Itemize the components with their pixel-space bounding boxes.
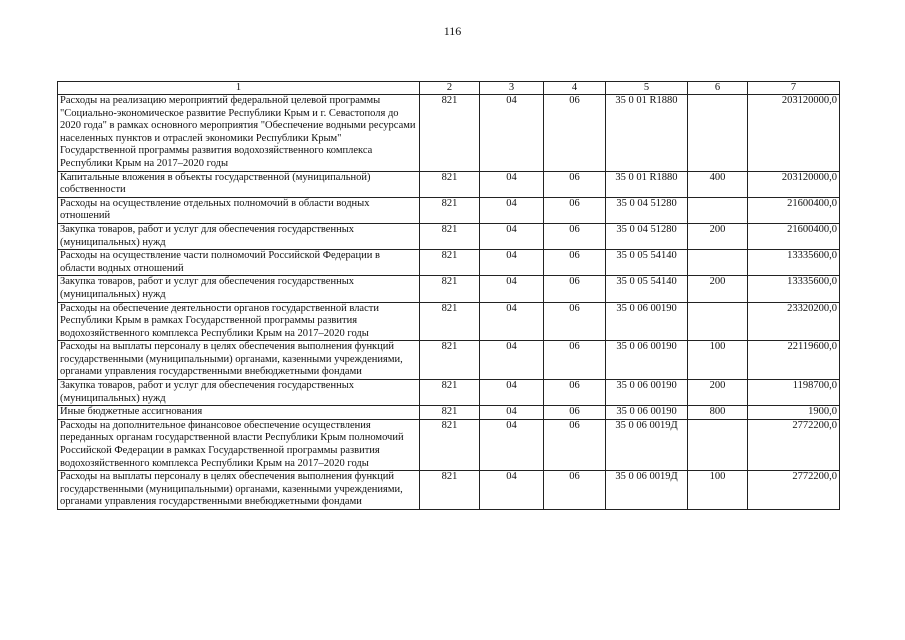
ministry-code: 821 — [420, 95, 480, 172]
column-header: 1 — [58, 82, 420, 95]
column-header: 3 — [480, 82, 544, 95]
expense-type-code: 100 — [688, 471, 748, 510]
amount: 203120000,0 — [748, 171, 840, 197]
table-row — [58, 419, 840, 470]
table-row — [58, 341, 840, 380]
section-code: 04 — [480, 250, 544, 276]
amount: 21600400,0 — [748, 197, 840, 223]
ministry-code: 821 — [420, 302, 480, 341]
table-row — [58, 471, 840, 510]
amount: 13335600,0 — [748, 250, 840, 276]
column-header: 4 — [544, 82, 606, 95]
amount: 2772200,0 — [748, 471, 840, 510]
section-code: 04 — [480, 471, 544, 510]
section-code: 04 — [480, 171, 544, 197]
ministry-code: 821 — [420, 250, 480, 276]
table-row — [58, 380, 840, 406]
table-row — [58, 95, 840, 172]
expense-type-code: 200 — [688, 380, 748, 406]
amount: 1900,0 — [748, 406, 840, 420]
expense-name: Капитальные вложения в объекты государственной (муниципальной) собственности — [58, 171, 420, 197]
target-article-code: 35 0 06 00190 — [606, 380, 688, 406]
expense-type-code — [688, 197, 748, 223]
expense-name: Расходы на дополнительное финансовое обеспечение осуществления переданных органам государственной власти Республики Крым полномочий Российской Федерации в рамках Государственной программы развития водохозяйственного комплекса Республики Крым на 2017–2020 годы — [58, 419, 420, 470]
subsection-code: 06 — [544, 419, 606, 470]
ministry-code: 821 — [420, 419, 480, 470]
target-article-code: 35 0 01 R1880 — [606, 95, 688, 172]
amount: 21600400,0 — [748, 223, 840, 249]
section-code: 04 — [480, 380, 544, 406]
expense-type-code: 200 — [688, 276, 748, 302]
section-code: 04 — [480, 197, 544, 223]
amount: 22119600,0 — [748, 341, 840, 380]
table-row — [58, 250, 840, 276]
expense-type-code: 400 — [688, 171, 748, 197]
subsection-code: 06 — [544, 171, 606, 197]
amount: 203120000,0 — [748, 95, 840, 172]
target-article-code: 35 0 06 00190 — [606, 341, 688, 380]
target-article-code: 35 0 01 R1880 — [606, 171, 688, 197]
expense-name: Расходы на осуществление части полномочий Российской Федерации в области водных отношений — [58, 250, 420, 276]
section-code: 04 — [480, 223, 544, 249]
expense-type-code — [688, 302, 748, 341]
expense-name: Закупка товаров, работ и услуг для обеспечения государственных (муниципальных) нужд — [58, 223, 420, 249]
section-code: 04 — [480, 419, 544, 470]
budget-table — [57, 81, 840, 510]
target-article-code: 35 0 06 00190 — [606, 406, 688, 420]
section-code: 04 — [480, 341, 544, 380]
expense-name: Иные бюджетные ассигнования — [58, 406, 420, 420]
subsection-code: 06 — [544, 250, 606, 276]
target-article-code: 35 0 06 00190 — [606, 302, 688, 341]
section-code: 04 — [480, 276, 544, 302]
expense-name: Закупка товаров, работ и услуг для обеспечения государственных (муниципальных) нужд — [58, 380, 420, 406]
expense-type-code — [688, 250, 748, 276]
section-code: 04 — [480, 406, 544, 420]
table-row — [58, 223, 840, 249]
ministry-code: 821 — [420, 406, 480, 420]
subsection-code: 06 — [544, 471, 606, 510]
ministry-code: 821 — [420, 276, 480, 302]
target-article-code: 35 0 04 51280 — [606, 223, 688, 249]
expense-type-code: 100 — [688, 341, 748, 380]
target-article-code: 35 0 06 0019Д — [606, 419, 688, 470]
ministry-code: 821 — [420, 223, 480, 249]
ministry-code: 821 — [420, 341, 480, 380]
expense-name: Расходы на выплаты персоналу в целях обеспечения выполнения функций государственными (муниципальными) органами, казенными учреждениями, органами управления государственными внебюджетными фондами — [58, 341, 420, 380]
subsection-code: 06 — [544, 380, 606, 406]
expense-type-code — [688, 419, 748, 470]
expense-type-code — [688, 95, 748, 172]
column-header: 6 — [688, 82, 748, 95]
subsection-code: 06 — [544, 95, 606, 172]
expense-type-code: 800 — [688, 406, 748, 420]
amount: 2772200,0 — [748, 419, 840, 470]
expense-name: Расходы на обеспечение деятельности органов государственной власти Республики Крым в рамках Государственной программы развития водохозяйственного комплекса Республики Крым на 2017–2020 годы — [58, 302, 420, 341]
subsection-code: 06 — [544, 223, 606, 249]
ministry-code: 821 — [420, 197, 480, 223]
ministry-code: 821 — [420, 471, 480, 510]
section-code: 04 — [480, 95, 544, 172]
subsection-code: 06 — [544, 302, 606, 341]
target-article-code: 35 0 06 0019Д — [606, 471, 688, 510]
expense-name: Расходы на реализацию мероприятий федеральной целевой программы "Социально-экономическое развитие Республики Крым и г. Севастополя до 2020 года" в рамках основного мероприятия "Обеспечение водными ресурсами населенных пунктов и отраслей экономики Республики Крым" Государственной программы развития водохозяйственного комплекса Республики Крым на 2017–2020 годы — [58, 95, 420, 172]
table-row — [58, 276, 840, 302]
target-article-code: 35 0 05 54140 — [606, 250, 688, 276]
column-header: 7 — [748, 82, 840, 95]
amount: 23320200,0 — [748, 302, 840, 341]
table-row — [58, 302, 840, 341]
page-number: 116 — [443, 24, 462, 38]
ministry-code: 821 — [420, 171, 480, 197]
expense-type-code: 200 — [688, 223, 748, 249]
expense-name: Закупка товаров, работ и услуг для обеспечения государственных (муниципальных) нужд — [58, 276, 420, 302]
table-header-row — [58, 82, 840, 95]
expense-name: Расходы на выплаты персоналу в целях обеспечения выполнения функций государственными (муниципальными) органами, казенными учреждениями, органами управления государственными внебюджетными фондами — [58, 471, 420, 510]
target-article-code: 35 0 04 51280 — [606, 197, 688, 223]
amount: 1198700,0 — [748, 380, 840, 406]
subsection-code: 06 — [544, 406, 606, 420]
expense-name: Расходы на осуществление отдельных полномочий в области водных отношений — [58, 197, 420, 223]
target-article-code: 35 0 05 54140 — [606, 276, 688, 302]
table-row — [58, 171, 840, 197]
amount: 13335600,0 — [748, 276, 840, 302]
subsection-code: 06 — [544, 276, 606, 302]
column-header: 2 — [420, 82, 480, 95]
subsection-code: 06 — [544, 341, 606, 380]
subsection-code: 06 — [544, 197, 606, 223]
ministry-code: 821 — [420, 380, 480, 406]
column-header: 5 — [606, 82, 688, 95]
section-code: 04 — [480, 302, 544, 341]
table-row — [58, 406, 840, 420]
table-row — [58, 197, 840, 223]
